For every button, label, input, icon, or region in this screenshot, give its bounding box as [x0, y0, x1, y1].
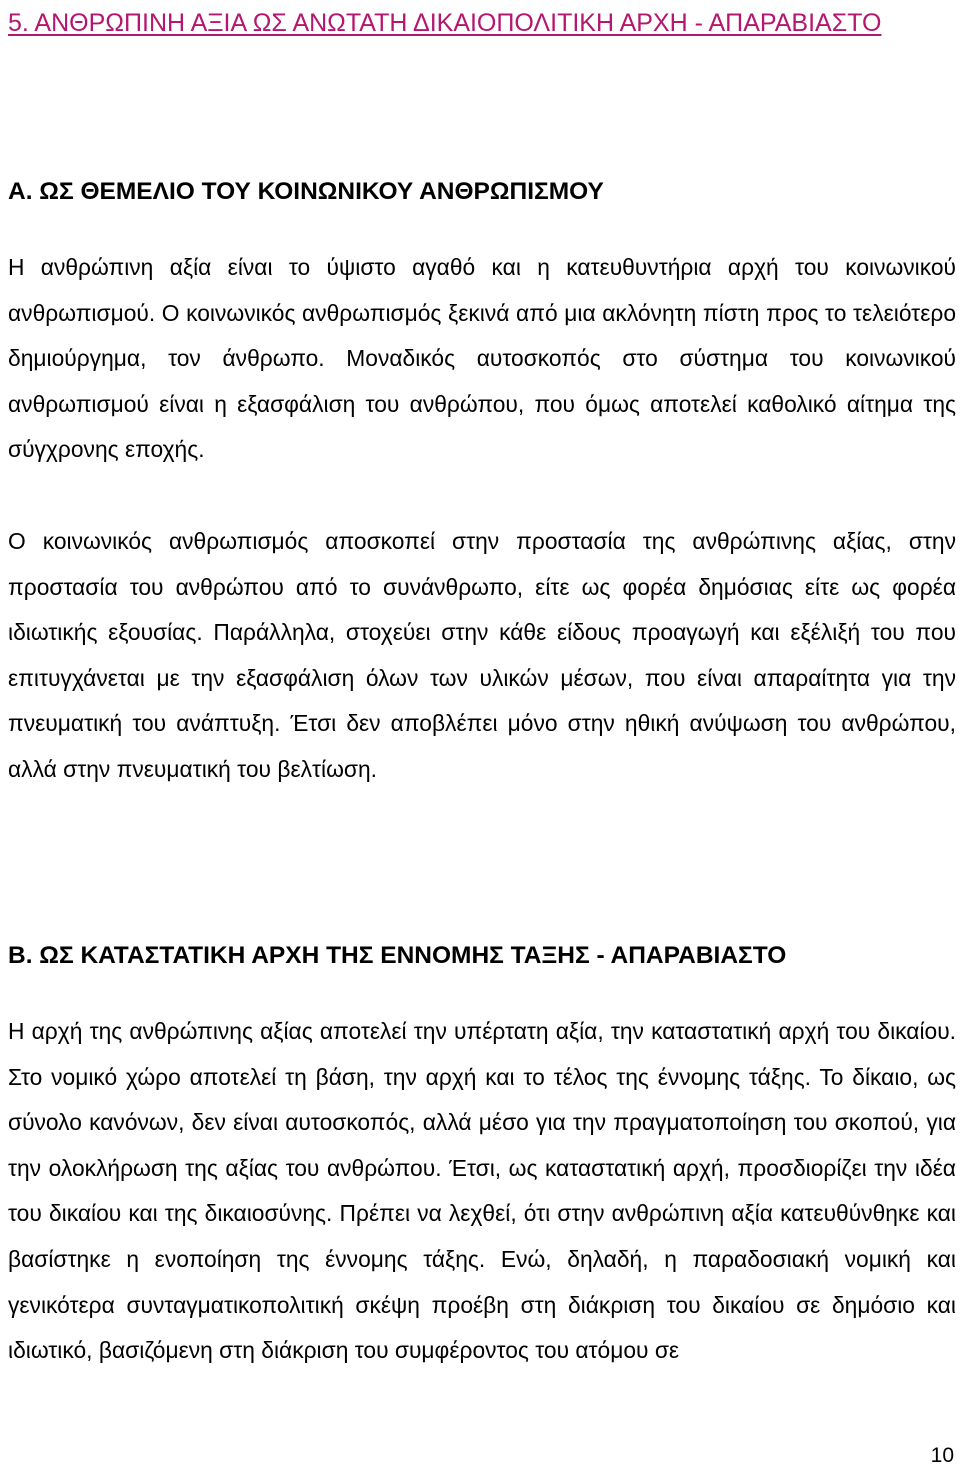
section-b-heading: Β. ΩΣ ΚΑΤΑΣΤΑΤΙΚΗ ΑΡΧΗ ΤΗΣ ΕΝΝΟΜΗΣ ΤΑΞΗΣ - ΑΠΑΡΑΒΙΑΣΤΟ	[8, 942, 787, 969]
document-title: 5. ΑΝΘΡΩΠΙΝΗ ΑΞΙΑ ΩΣ ΑΝΩΤΑΤΗ ΔΙΚΑΙΟΠΟΛΙΤΙΚΗ ΑΡΧΗ - ΑΠΑΡΑΒΙΑΣΤΟ	[8, 9, 882, 37]
section-a-paragraph-2: Ο κοινωνικός ανθρωπισμός αποσκοπεί στην προστασία της ανθρώπινης αξίας, στην προστασία του ανθρώπου από το συνάνθρωπο, είτε ως φορέα δημόσιας είτε ως φορέα ιδιωτικής εξουσίας. Παράλληλα, στοχεύει στην κάθε είδους προαγωγή και εξέλιξή του που επιτυγχάνεται με την εξασφάλιση όλων των υλικών μέσων, που είναι απαραίτητα για την πνευματική του ανάπτυξη. Έτσι δεν αποβλέπει μόνο στην ηθική ανύψωση του ανθρώπου, αλλά στην πνευματική του βελτίωση.	[8, 528, 956, 782]
section-b-paragraph-1: Η αρχή της ανθρώπινης αξίας αποτελεί την υπέρτατη αξία, την καταστατική αρχή του δικαίου. Στο νομικό χώρο αποτελεί τη βάση, την αρχή και το τέλος της έννομης τάξης. Το δίκαιο, ως σύνολο κανόνων, δεν είναι αυτοσκοπός, αλλά μέσο για την πραγματοποίηση του σκοπού, για την ολοκλήρωση της αξίας του ανθρώπου. Έτσι, ως καταστατική αρχή, προσδιορίζει την ιδέα του δικαίου και της δικαιοσύνης. Πρέπει να λεχθεί, ότι στην ανθρώπινη αξία κατευθύνθηκε και βασίστηκε η ενοποίηση της έννομης τάξης. Ενώ, δηλαδή, η παραδοσιακή νομική και γενικότερα συνταγματικοπολιτική σκέψη προέβη στη διάκριση του δικαίου σε δημόσιο και ιδιωτικό, βασιζόμενη στη διάκριση του συμφέροντος του ατόμου σε	[8, 1018, 956, 1364]
section-a-heading: Α. ΩΣ ΘΕΜΕΛΙΟ ΤΟΥ ΚΟΙΝΩΝΙΚΟΥ ΑΝΘΡΩΠΙΣΜΟΥ	[8, 178, 604, 205]
page-number: 10	[930, 1444, 954, 1467]
section-a-paragraph-1: Η ανθρώπινη αξία είναι το ύψιστο αγαθό και η κατευθυντήρια αρχή του κοινωνικού ανθρωπισμού. Ο κοινωνικός ανθρωπισμός ξεκινά από μια ακλόνητη πίστη προς το τελειότερο δημιούργημα, τον άνθρωπο. Μοναδικός αυτοσκοπός στο σύστημα του κοινωνικού ανθρωπισμού είναι η εξασφάλιση του ανθρώπου, που όμως αποτελεί καθολικό αίτημα της σύγχρονης εποχής.	[8, 254, 956, 463]
